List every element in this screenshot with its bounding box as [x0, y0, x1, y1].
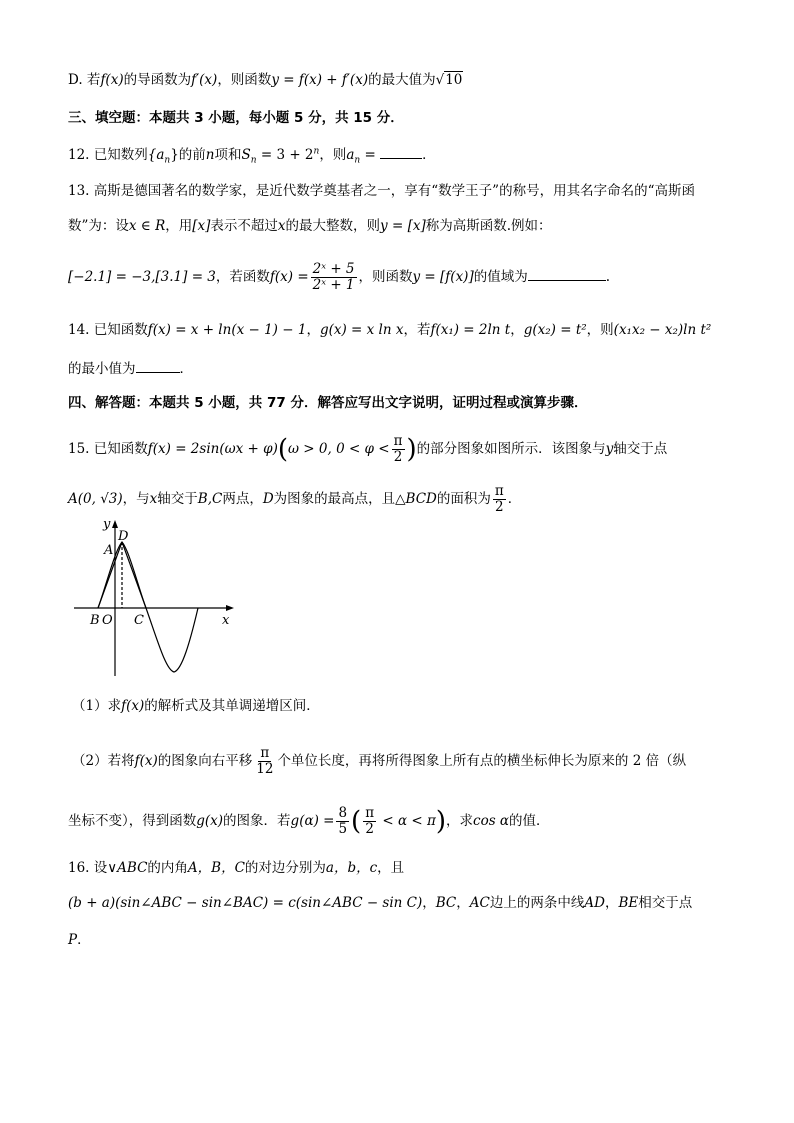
section-3-heading: 三、填空题：本题共 3 小题，每小题 5 分，共 15 分． — [68, 110, 404, 126]
label-d: D — [118, 529, 129, 544]
question-13-line-2: 数”为：设x ∈ R，用[x]表示不超过x的最大整数，则y = [x]称为高斯函数.例如： — [68, 218, 552, 234]
option-d: D. 若f(x)的导函数为f′(x)，则函数y = f(x) + f′(x)的最大值为√10 — [68, 72, 463, 88]
section-4-heading: 四、解答题：本题共 5 小题，共 77 分．解答应写出文字说明，证明过程或演算步骤． — [68, 395, 588, 411]
question-16-line-1: 16. 设∨ABC的内角A，B，C的对边分别为a，b，c，且 — [68, 860, 405, 876]
answer-blank[interactable] — [136, 358, 180, 373]
answer-blank[interactable] — [528, 266, 606, 281]
question-16-line-3: P． — [68, 932, 91, 948]
question-15-part-2-cont: 坐标不变），得到函数g(x)的图象．若g(α) = $\frac{8}{5}$ ( $\frac{\pi}{2}$ < α < π)，求cos α的值． — [68, 805, 550, 837]
question-13-line-1: 13. 高斯是德国著名的数学家，是近代数学奠基者之一，享有“数学王子”的称号，用其名字命名的“高斯函 — [68, 183, 695, 199]
question-15-part-2: （2）若将f(x)的图象向右平移 $\frac{\pi}{12}$ 个单位长度，再将所得图象上所有点的横坐标伸长为原来的 2 倍（纵 — [72, 745, 687, 777]
sine-curve — [98, 542, 198, 672]
question-12: 12. 已知数列$\{a_n\}$的前n项和$S_n = 3 + 2^n$，则$a_n$ = ． — [68, 144, 436, 165]
label-x: x — [222, 613, 230, 628]
y-axis-arrow — [112, 520, 118, 528]
label-a: A — [104, 543, 114, 558]
question-16-line-2: (b + a)(sin∠ABC − sin∠BAC) = c(sin∠ABC − sin C)，BC，AC边上的两条中线AD，BE相交于点 — [68, 895, 693, 911]
segment-dc — [122, 542, 146, 608]
question-15-line-1: 15. 已知函数f(x) = 2sin(ωx + φ)(ω > 0, 0 < φ < $\frac{\pi}{2}$ )的部分图象如图所示．该图象与y轴交于点 — [68, 433, 668, 465]
label-c: C — [134, 613, 144, 628]
question-15-line-2: A(0, √3)，与x轴交于B,C两点，D为图象的最高点，且△BCD的面积为 $\frac{\pi}{2}$ ． — [68, 483, 522, 515]
question-14-line-2: 的最小值为 ． — [68, 358, 193, 379]
question-14-line-1: 14. 已知函数f(x) = x + ln(x − 1) − 1，g(x) = x ln x，若f(x₁) = 2ln t，g(x₂) = t²，则(x₁x₂ − x₂)ln t² — [68, 322, 712, 338]
label-o: O — [102, 613, 113, 628]
label-b: B — [90, 613, 100, 628]
question-15-part-1: （1）求f(x)的解析式及其单调递增区间． — [72, 698, 320, 714]
x-axis-arrow — [226, 605, 234, 611]
answer-blank[interactable] — [380, 144, 422, 159]
function-graph — [70, 516, 240, 686]
label-y: y — [103, 517, 111, 532]
question-13-line-3: [−2.1] = −3,[3.1] = 3，若函数f(x) = $\frac{\text{2ˣ + 5}}{\text{2ˣ + 1}}$ ，则函数y = [f(x)]的值域为 . — [68, 261, 611, 293]
